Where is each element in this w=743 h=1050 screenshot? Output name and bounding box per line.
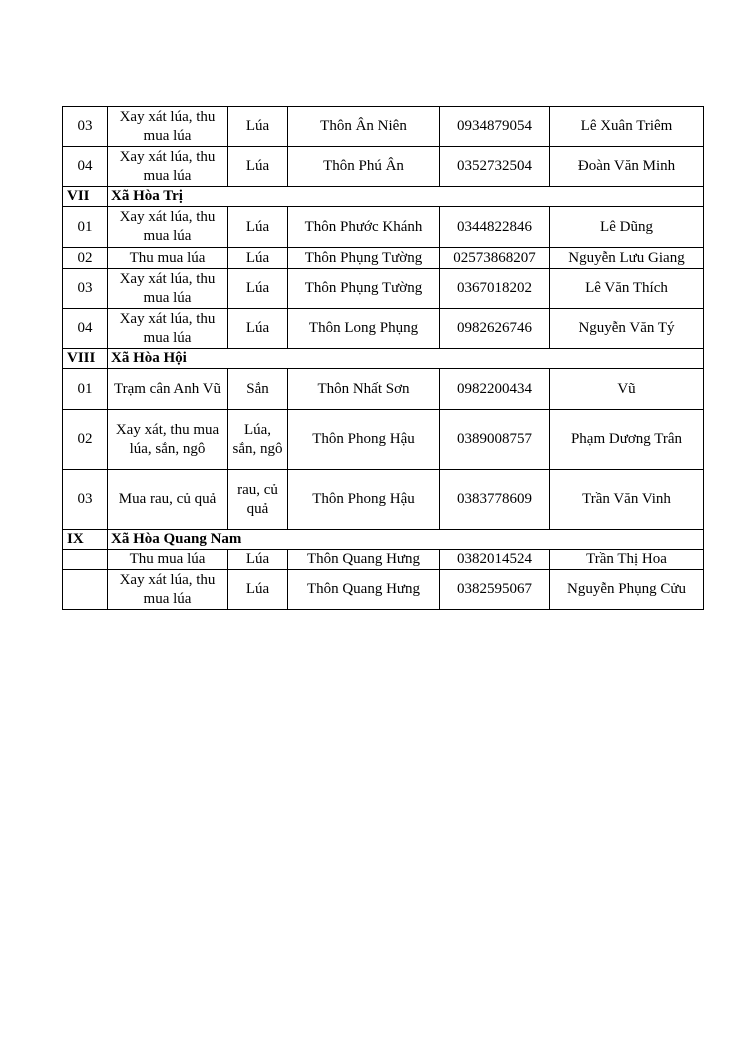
owner-cell: Lê Dũng xyxy=(550,207,704,248)
activity-cell: Xay xát lúa, thu mua lúa xyxy=(108,269,228,309)
phone-cell: 0982200434 xyxy=(440,369,550,410)
activity-cell: Xay xát, thu mua lúa, sắn, ngô xyxy=(108,410,228,470)
phone-cell: 0352732504 xyxy=(440,147,550,187)
phone-cell: 0389008757 xyxy=(440,410,550,470)
section-number: VII xyxy=(63,187,108,207)
address-cell: Thôn Nhất Sơn xyxy=(288,369,440,410)
section-header-row xyxy=(63,530,704,550)
activity-cell: Xay xát lúa, thu mua lúa xyxy=(108,309,228,349)
row-number: 04 xyxy=(63,309,108,349)
product-cell: Sắn xyxy=(228,369,288,410)
product-cell: Lúa xyxy=(228,570,288,610)
address-cell: Thôn Quang Hưng xyxy=(288,570,440,610)
section-title: Xã Hòa Hội xyxy=(108,349,704,369)
owner-cell: Phạm Dương Trân xyxy=(550,410,704,470)
phone-cell: 0982626746 xyxy=(440,309,550,349)
phone-cell: 0934879054 xyxy=(440,107,550,147)
table-row xyxy=(63,470,704,530)
section-title: Xã Hòa Quang Nam xyxy=(108,530,704,550)
row-number xyxy=(63,570,108,610)
address-cell: Thôn Phụng Tường xyxy=(288,248,440,269)
address-cell: Thôn Phong Hậu xyxy=(288,470,440,530)
product-cell: Lúa xyxy=(228,207,288,248)
owner-cell: Lê Văn Thích xyxy=(550,269,704,309)
owner-cell: Trần Thị Hoa xyxy=(550,550,704,570)
phone-cell: 0382014524 xyxy=(440,550,550,570)
owner-cell: Nguyễn Lưu Giang xyxy=(550,248,704,269)
owner-cell: Trần Văn Vinh xyxy=(550,470,704,530)
owner-cell: Đoàn Văn Minh xyxy=(550,147,704,187)
table-row xyxy=(63,107,704,147)
product-cell: Lúa xyxy=(228,107,288,147)
row-number: 03 xyxy=(63,107,108,147)
address-cell: Thôn Ân Niên xyxy=(288,107,440,147)
activity-cell: Xay xát lúa, thu mua lúa xyxy=(108,570,228,610)
table-row xyxy=(63,309,704,349)
product-cell: Lúa, sắn, ngô xyxy=(228,410,288,470)
address-cell: Thôn Phong Hậu xyxy=(288,410,440,470)
section-number: VIII xyxy=(63,349,108,369)
table-row xyxy=(63,369,704,410)
address-cell: Thôn Phụng Tường xyxy=(288,269,440,309)
product-cell: rau, củ quả xyxy=(228,470,288,530)
section-number: IX xyxy=(63,530,108,550)
address-cell: Thôn Phú Ân xyxy=(288,147,440,187)
activity-cell: Thu mua lúa xyxy=(108,550,228,570)
phone-cell: 0344822846 xyxy=(440,207,550,248)
product-cell: Lúa xyxy=(228,550,288,570)
owner-cell: Nguyễn Văn Tý xyxy=(550,309,704,349)
section-header-row xyxy=(63,187,704,207)
table-row xyxy=(63,269,704,309)
activity-cell: Xay xát lúa, thu mua lúa xyxy=(108,147,228,187)
address-cell: Thôn Long Phụng xyxy=(288,309,440,349)
activity-cell: Xay xát lúa, thu mua lúa xyxy=(108,207,228,248)
address-cell: Thôn Quang Hưng xyxy=(288,550,440,570)
owner-cell: Nguyễn Phụng Cửu xyxy=(550,570,704,610)
address-cell: Thôn Phước Khánh xyxy=(288,207,440,248)
section-title: Xã Hòa Trị xyxy=(108,187,704,207)
row-number: 01 xyxy=(63,369,108,410)
table-row xyxy=(63,248,704,269)
row-number: 03 xyxy=(63,269,108,309)
table-row xyxy=(63,550,704,570)
phone-cell: 02573868207 xyxy=(440,248,550,269)
phone-cell: 0383778609 xyxy=(440,470,550,530)
product-cell: Lúa xyxy=(228,147,288,187)
owner-cell: Vũ xyxy=(550,369,704,410)
row-number xyxy=(63,550,108,570)
activity-cell: Mua rau, củ quả xyxy=(108,470,228,530)
section-header-row xyxy=(63,349,704,369)
row-number: 02 xyxy=(63,248,108,269)
row-number: 03 xyxy=(63,470,108,530)
product-cell: Lúa xyxy=(228,309,288,349)
table-row xyxy=(63,207,704,248)
row-number: 02 xyxy=(63,410,108,470)
table-row xyxy=(63,410,704,470)
product-cell: Lúa xyxy=(228,248,288,269)
row-number: 04 xyxy=(63,147,108,187)
table-row xyxy=(63,570,704,610)
owner-cell: Lê Xuân Triêm xyxy=(550,107,704,147)
activity-cell: Thu mua lúa xyxy=(108,248,228,269)
activity-cell: Xay xát lúa, thu mua lúa xyxy=(108,107,228,147)
phone-cell: 0382595067 xyxy=(440,570,550,610)
activity-cell: Trạm cân Anh Vũ xyxy=(108,369,228,410)
row-number: 01 xyxy=(63,207,108,248)
phone-cell: 0367018202 xyxy=(440,269,550,309)
business-list-table xyxy=(62,106,704,610)
product-cell: Lúa xyxy=(228,269,288,309)
table-row xyxy=(63,147,704,187)
